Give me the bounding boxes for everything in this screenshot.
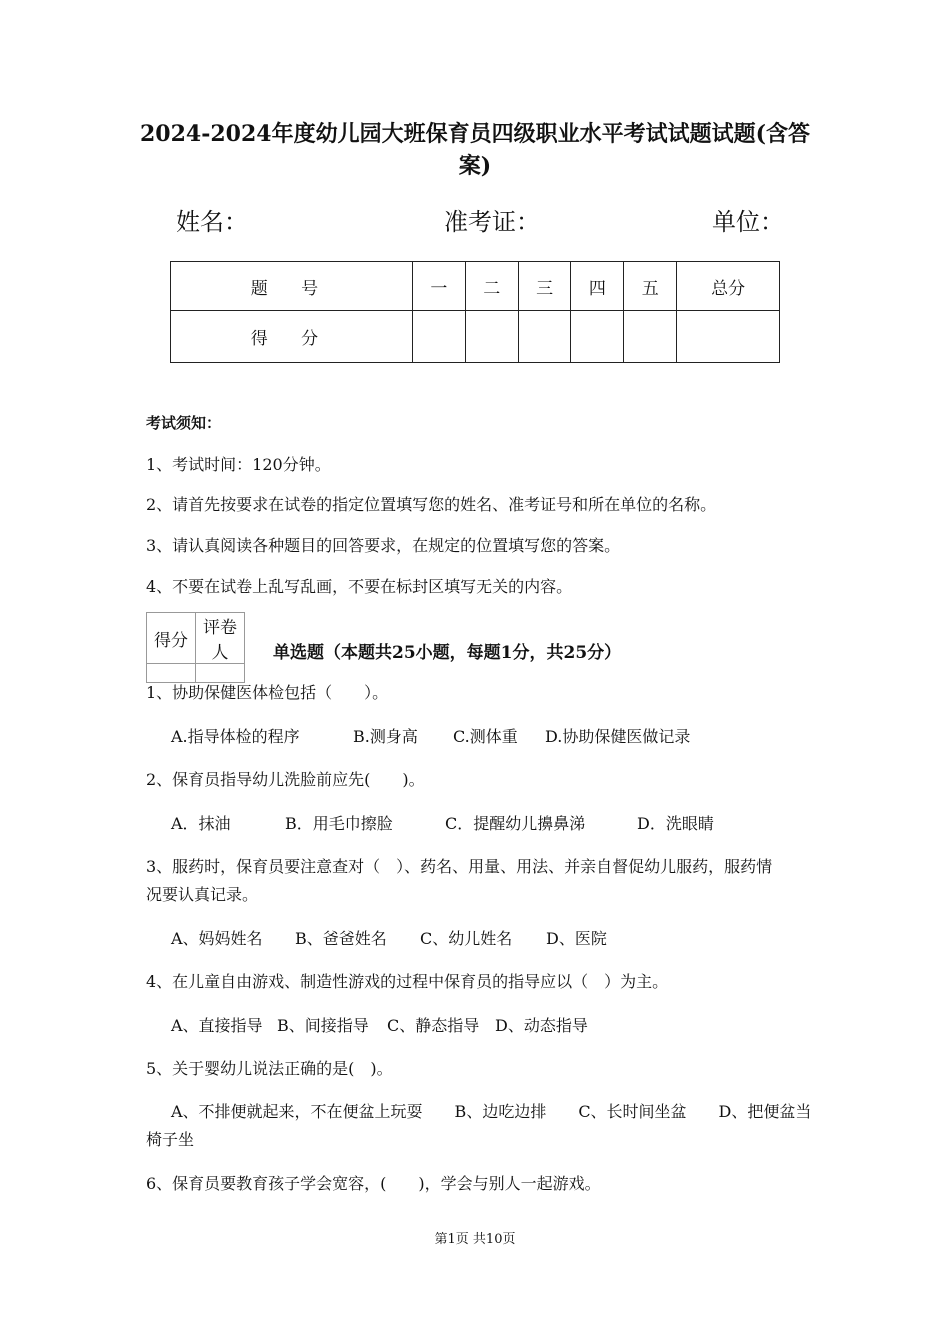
option-d[interactable]: D.协助保健医做记录 <box>545 727 691 746</box>
score-header-5: 五 <box>624 262 677 311</box>
option-a[interactable]: A.指导体检的程序 <box>171 727 300 746</box>
option-b[interactable]: B、爸爸姓名 <box>295 929 387 948</box>
unit-label: 单位： <box>712 208 784 236</box>
score-cell[interactable] <box>465 311 518 363</box>
examinee-info <box>176 202 784 236</box>
options-line-continued: 椅子坐 <box>146 1130 195 1149</box>
score-cell[interactable] <box>677 311 780 363</box>
option-d[interactable]: D、医院 <box>546 929 607 948</box>
score-cell[interactable] <box>518 311 571 363</box>
grader-score-label: 得分 <box>147 613 196 664</box>
question-stem: 3、服药时，保育员要注意查对（ ）、药名、用量、用法、并亲自督促幼儿服药，服药情 <box>146 857 773 876</box>
score-cell[interactable] <box>412 311 465 363</box>
option-c[interactable]: C、静态指导 <box>387 1016 480 1035</box>
options-line[interactable]: A、不排便就起来，不在便盆上玩耍 B、边吃边排 C、长时间坐盆 D、把便盆当 <box>171 1102 812 1121</box>
option-b[interactable]: B、间接指导 <box>277 1016 369 1035</box>
notice-item: 3、请认真阅读各种题目的回答要求，在规定的位置填写您的答案。 <box>146 536 621 555</box>
score-header-2: 二 <box>465 262 518 311</box>
section-title: 单选题（本题共25小题，每题1分，共25分） <box>273 643 622 663</box>
score-header-total: 总分 <box>677 262 780 311</box>
score-cell[interactable] <box>571 311 624 363</box>
score-table <box>170 261 780 363</box>
option-d[interactable]: D、动态指导 <box>495 1016 588 1035</box>
option-d[interactable]: D．洗眼睛 <box>637 814 714 833</box>
question-stem-continued: 况要认真记录。 <box>146 885 259 904</box>
score-header-4: 四 <box>571 262 624 311</box>
grader-reviewer-label: 评卷人 <box>196 613 245 664</box>
option-b[interactable]: B.测身高 <box>353 727 418 746</box>
score-header-3: 三 <box>518 262 571 311</box>
score-row-label: 得 分 <box>171 311 413 363</box>
option-c[interactable]: C.测体重 <box>453 727 518 746</box>
notice-item: 4、不要在试卷上乱写乱画，不要在标封区填写无关的内容。 <box>146 577 573 596</box>
option-a[interactable]: A．抹油 <box>171 814 231 833</box>
option-a[interactable]: A、直接指导 <box>171 1016 263 1035</box>
question-stem: 4、在儿童自由游戏、制造性游戏的过程中保育员的指导应以（ ）为主。 <box>146 972 669 991</box>
option-c[interactable]: C、幼儿姓名 <box>420 929 513 948</box>
question-stem: 1、协助保健医体检包括（ ）。 <box>146 683 389 702</box>
notice-item: 2、请首先按要求在试卷的指定位置填写您的姓名、准考证号和所在单位的名称。 <box>146 495 717 514</box>
name-label: 姓名： <box>176 208 248 236</box>
page-title: 2024-2024年度幼儿园大班保育员四级职业水平考试试题试题(含答案) <box>139 121 810 179</box>
question-stem: 6、保育员要教育孩子学会宽容，( )，学会与别人一起游戏。 <box>146 1174 601 1193</box>
score-header-label: 题 号 <box>171 262 413 311</box>
question-stem: 2、保育员指导幼儿洗脸前应先( )。 <box>146 770 425 789</box>
option-c[interactable]: C．提醒幼儿擤鼻涕 <box>445 814 586 833</box>
exam-id-label: 准考证： <box>444 208 540 236</box>
score-cell[interactable] <box>624 311 677 363</box>
option-b[interactable]: B．用毛巾擦脸 <box>285 814 393 833</box>
question-stem: 5、关于婴幼儿说法正确的是( )。 <box>146 1059 393 1078</box>
notice-item: 1、考试时间：120分钟。 <box>146 455 331 474</box>
option-a[interactable]: A、妈妈姓名 <box>171 929 263 948</box>
notice-title: 考试须知： <box>146 414 222 432</box>
page-footer: 第1页 共10页 <box>434 1232 516 1247</box>
score-header-1: 一 <box>412 262 465 311</box>
grader-box <box>146 612 245 683</box>
